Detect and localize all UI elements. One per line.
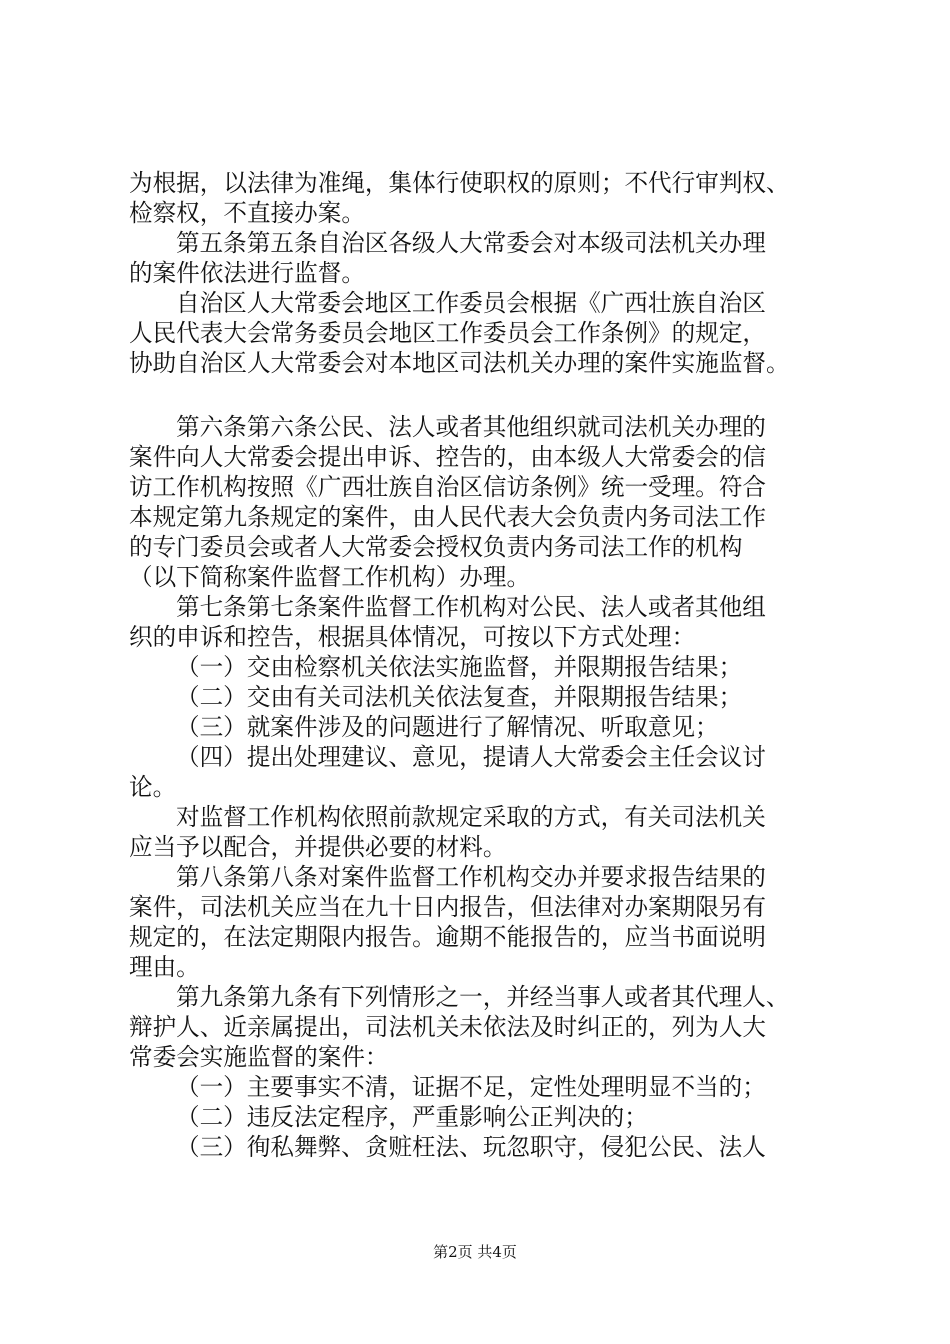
text-line: 第七条第七条案件监督工作机构对公民、法人或者其他组 (176, 593, 766, 621)
text-line: 第五条第五条自治区各级人大常委会对本级司法机关办理 (176, 229, 766, 257)
text-line: 自治区人大常委会地区工作委员会根据《广西壮族自治区 (176, 289, 766, 317)
text-line: 本规定第九条规定的案件，由人民代表大会负责内务司法工作 (129, 503, 767, 531)
text-line: 理由。 (129, 953, 200, 981)
text-line: （二）交由有关司法机关依法复查，并限期报告结果； (176, 683, 743, 711)
text-line: （二）违反法定程序，严重影响公正判决的； (176, 1103, 648, 1131)
text-line: （以下简称案件监督工作机构）办理。 (129, 563, 531, 591)
text-line: 案件，司法机关应当在九十日内报告，但法律对办案期限另有 (129, 893, 767, 921)
text-line: 规定的，在法定期限内报告。逾期不能报告的，应当书面说明 (129, 923, 767, 951)
text-line: 论。 (129, 773, 177, 801)
text-line: 第八条第八条对案件监督工作机构交办并要求报告结果的 (176, 863, 766, 891)
text-line: 第六条第六条公民、法人或者其他组织就司法机关办理的 (176, 413, 766, 441)
text-line: 对监督工作机构依照前款规定采取的方式，有关司法机关 (176, 803, 766, 831)
paragraph-gap (129, 378, 829, 412)
text-line: 织的申诉和控告，根据具体情况，可按以下方式处理： (129, 623, 696, 651)
text-line: （四）提出处理建议、意见，提请人大常委会主任会议讨 (176, 743, 766, 771)
document-body (129, 168, 829, 1162)
text-line: 协助自治区人大常委会对本地区司法机关办理的案件实施监督。 (129, 349, 790, 377)
text-line: （三）就案件涉及的问题进行了解情况、听取意见； (176, 713, 719, 741)
text-line: 应当予以配合，并提供必要的材料。 (129, 833, 507, 861)
text-line: 为根据，以法律为准绳，集体行使职权的原则；不代行审判权、 (129, 169, 790, 197)
text-line: （一）主要事实不清，证据不足，定性处理明显不当的； (176, 1073, 766, 1101)
text-line: 辩护人、近亲属提出，司法机关未依法及时纠正的，列为人大 (129, 1013, 767, 1041)
text-line: 常委会实施监督的案件： (129, 1043, 389, 1071)
text-line: 的案件依法进行监督。 (129, 259, 365, 287)
text-line: （三）徇私舞弊、贪赃枉法、玩忽职守，侵犯公民、法人 (176, 1133, 766, 1161)
text-line: 第九条第九条有下列情形之一，并经当事人或者其代理人、 (176, 983, 790, 1011)
text-line: 人民代表大会常务委员会地区工作委员会工作条例》的规定， (129, 319, 767, 347)
text-line: （一）交由检察机关依法实施监督，并限期报告结果； (176, 653, 743, 681)
page-footer: 第2页 共4页 (433, 1243, 517, 1261)
text-line: 访工作机构按照《广西壮族自治区信访条例》统一受理。符合 (129, 473, 767, 501)
text-line: 案件向人大常委会提出申诉、控告的，由本级人大常委会的信 (129, 443, 767, 471)
text-line: 的专门委员会或者人大常委会授权负责内务司法工作的机构 (129, 533, 743, 561)
text-line: 检察权，不直接办案。 (129, 199, 365, 227)
